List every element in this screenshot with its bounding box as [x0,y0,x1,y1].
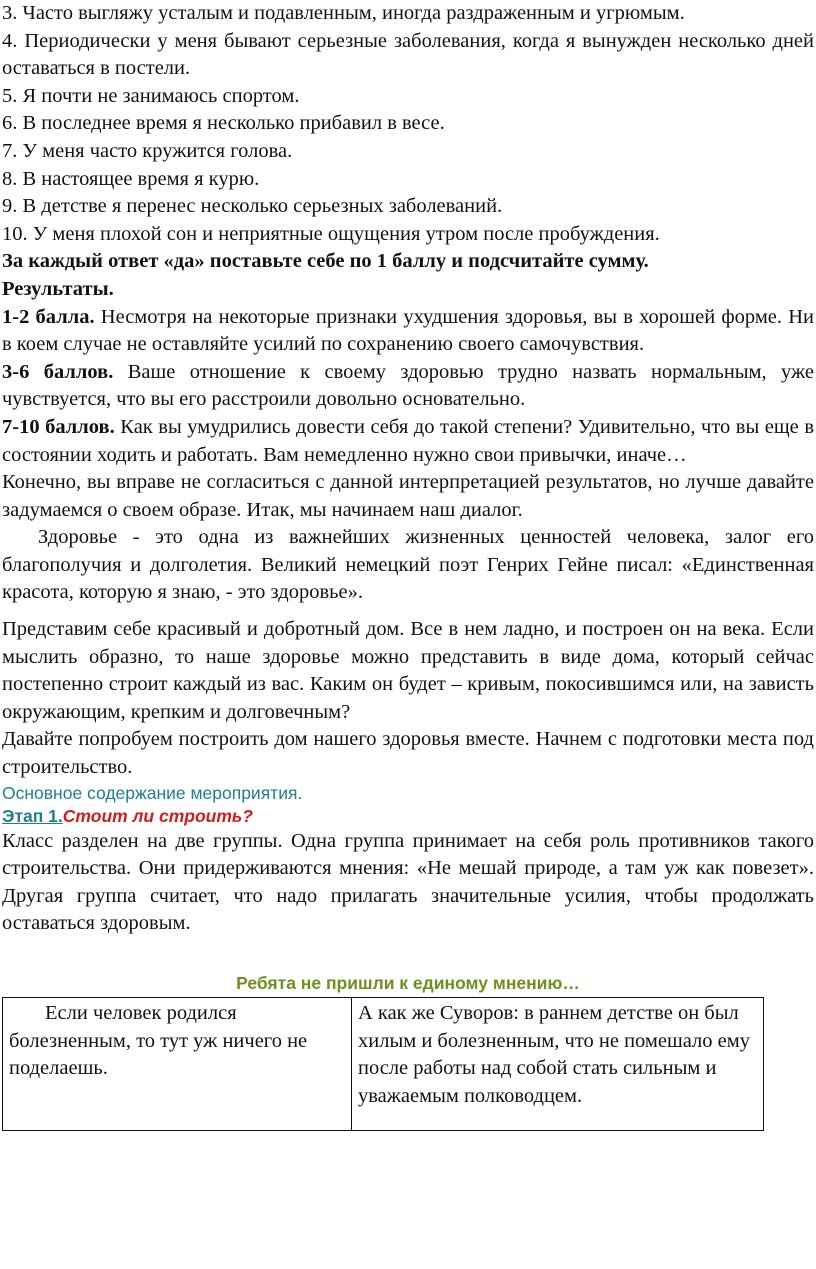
result-text: Как вы умудрились довести себя до такой степени? Удивительно, что вы еще в состоянии ходить и работать. Вам немедленно нужно свои привычки, иначе… [2,415,815,466]
result-text: Ваше отношение к своему здоровью трудно назвать нормальным, уже чувствуется, что вы его расстроили довольно основательно. [2,360,815,411]
stage-title: Стоит ли строить? [62,805,253,826]
table-cell-right: А как же Суворов: в раннем детстве он был хилым и болезненным, что не помешало ему после работы над собой стать сильным и уважаемым полководцем. [352,998,764,1131]
list-item: 8. В настоящее время я курю. [2,167,260,190]
build-paragraph: Давайте попробуем построить дом нашего здоровья вместе. Начнем с подготовки места под строительство. [2,728,814,779]
list-item: 10. У меня плохой сон и неприятные ощущения утром после пробуждения. [2,222,660,245]
list-item: 9. В детстве я перенес несколько серьезных заболеваний. [2,195,503,218]
result-label: 3-6 баллов. [2,360,114,383]
scoring-instruction: За каждый ответ «да» поставьте себе по 1 баллу и подсчитайте сумму. [2,250,649,273]
stage-label: Этап 1. [2,805,63,826]
health-paragraph: Здоровье - это одна из важнейших жизненных ценностей человека, залог его благополучия и долголетия. Великий немецкий поэт Генрих Гейне писал: «Единственная красота, которую я знаю, - это здоровье». [2,526,814,604]
list-item: 5. Я почти не занимаюсь спортом. [2,84,300,107]
no-agreement-heading: Ребята не пришли к единому мнению… [236,973,580,993]
result-text: Несмотря на некоторые признаки ухудшения здоровья, вы в хорошей форме. Ни в коем случае не оставляйте усилий по сохранению своего самочувствия. [2,305,815,356]
table-cell-left: Если человек родился болезненным, то тут уж ничего не поделаешь. [3,998,352,1131]
table-row [3,998,764,1131]
list-item: 4. Периодически у меня бывают серьезные заболевания, когда я вынужден несколько дней оставаться в постели. [2,29,814,80]
result-label: 7-10 баллов. [2,415,115,438]
result-label: 1-2 балла. [2,305,95,328]
list-item: 6. В последнее время я несколько прибавил в весе. [2,112,445,135]
result-paragraph [0,304,816,359]
result-paragraph [0,359,816,414]
class-paragraph: Класс разделен на две группы. Одна группа принимает на себя роль противников такого строительства. Они придерживаются мнения: «Не мешай природе, а там уж как повезет». Другая группа считает, что надо прилагать значительные усилия, чтобы продолжать оставаться здоровым. [2,829,814,935]
list-item: 7. У меня часто кружится голова. [2,139,293,162]
house-paragraph: Представим себе красивый и добротный дом. Все в нем ладно, и построен он на века. Если мыслить образно, то наше здоровье можно представить в виде дома, который сейчас постепенно строит каждый из вас. Каким он будет – кривым, покосившимся или, на зависть окружающим, крепким и долговечным? [2,618,814,723]
disagree-paragraph: Конечно, вы вправе не согласиться с данной интерпретацией результатов, но лучше давайте задумаемся о своем образе. Итак, мы начинаем наш диалог. [2,471,814,521]
list-item: 3. Часто выгляжу усталым и подавленным, иногда раздраженным и угрюмым. [2,2,685,24]
stage-heading [0,805,816,828]
arguments-table [2,997,764,1131]
main-content-heading: Основное содержание мероприятия. [2,782,303,803]
results-heading: Результаты. [2,277,114,300]
result-paragraph [0,414,816,469]
